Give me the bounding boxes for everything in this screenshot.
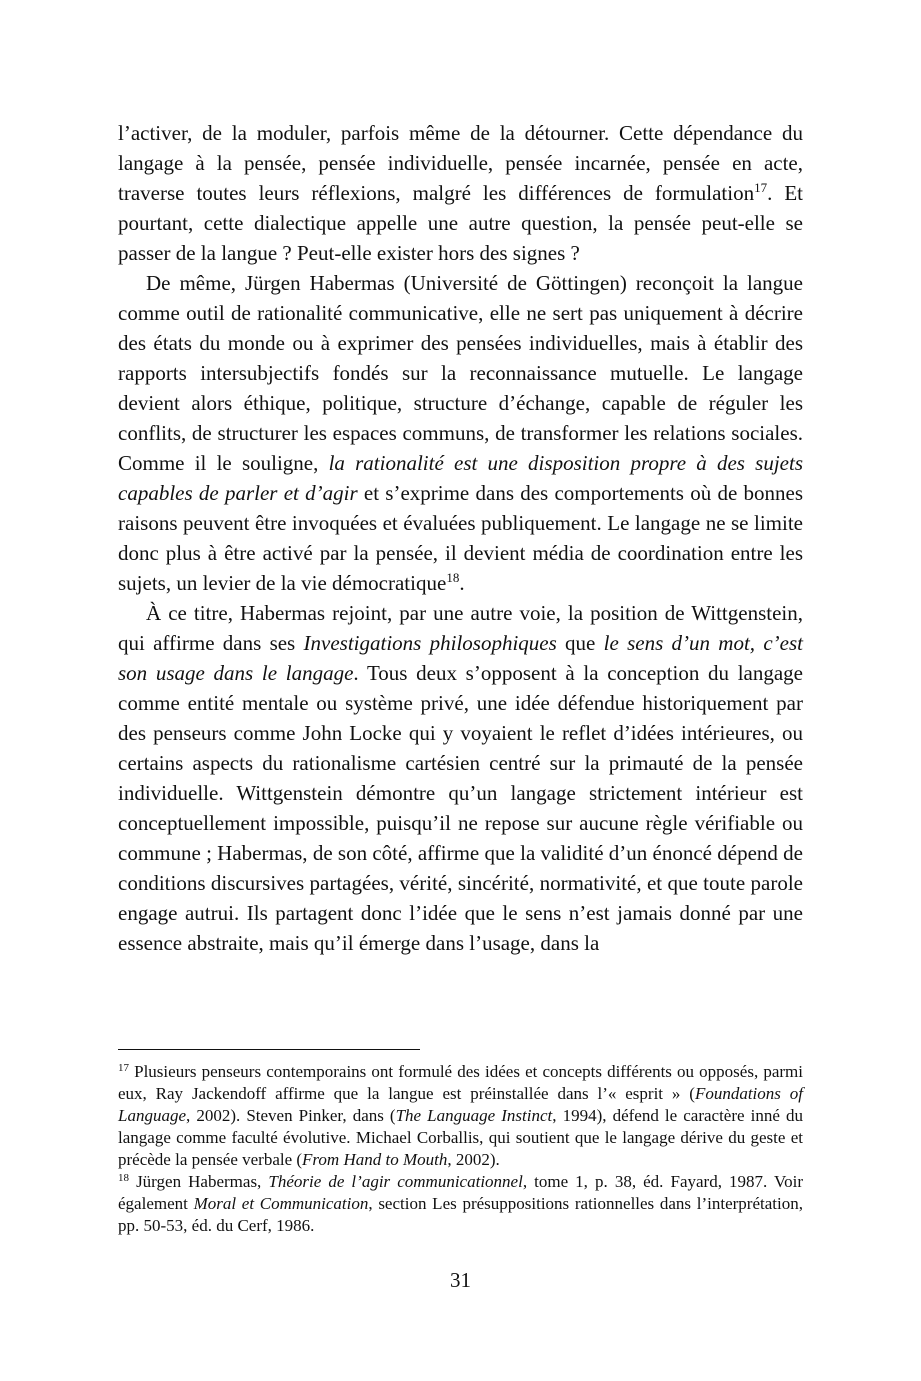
work-title: Investigations philosophiques [303,631,557,655]
paragraph: l’activer, de la moduler, parfois même de la détourner. Cette dépendance du langage à la pensée, pensée individuelle, pensée incarnée, pensée en acte, traverse toutes leurs réflexions, malgré les différences de formulation$^{17}$. Et pourtant, cette dialectique appelle une autre question, la pensée peut-elle se passer de la langue ? Peut-elle exister hors des signes ? [118,121,803,265]
page-number: 31 [450,1268,471,1292]
work-title: The Language Instinct [395,1106,553,1125]
footnote-separator [118,1049,420,1050]
work-title: From Hand to Mouth [302,1150,448,1169]
paragraph: À ce titre, Habermas rejoint, par une autre voie, la position de Wittgenstein, qui affirme dans ses Investigations philosophiques que le sens d’un mot, c’est son usage dans le langage. Tous deux s’opposent à la conception du langage comme entité mentale ou système privé, une idée défendue historiquement par des penseurs comme John Locke qui y voyaient le reflet d’idées intérieures, ou certains aspects du rationalisme cartésien centré sur la primauté de la pensée individuelle. Wittgenstein démontre qu’un langage strictement intérieur est conceptuellement impossible, puisqu’il ne repose sur aucune règle vérifiable ou commune ; Habermas, de son côté, affirme que la validité d’un énoncé dépend de conditions discursives partagées, vérité, sincérité, normativité, et que toute parole engage autrui. Ils partagent donc l’idée que le sens n’est jamais donné par une essence abstraite, mais qu’il émerge dans l’usage, dans la [118,601,803,955]
work-title: Théorie de l’agir communicationnel [268,1172,523,1191]
work-title: Moral et Communication [193,1194,369,1213]
footnote-17: $^{17}$ Plusieurs penseurs contemporains ont formulé des idées et concepts différents ou opposés, parmi eux, Ray Jackendoff affirme que la langue est préinstallée dans l’« esprit » (Foundations of Language, 2002). Steven Pinker, dans (The Language Instinct, 1994), défend le caractère inné du langage comme faculté évolutive. Michael Corballis, qui soutient que le langage dérive du geste et précède la pensée verbale (From Hand to Mouth, 2002). [118,1062,804,1169]
footnote-18: $^{18}$ Jürgen Habermas, Théorie de l’agir communicationnel, tome 1, p. 38, éd. Fayard, 1987. Voir également Moral et Communication, section Les présuppositions rationnelles dans l’interprétation, pp. 50-53, éd. du Cerf, 1986. [118,1172,803,1235]
quote-italic: le sens d’un mot, c’est son usage dans le langage [118,631,803,685]
footnote-ref-18[interactable]: 18 [446,570,460,585]
work-title: Foundations of Language [118,1084,804,1125]
footnote-number: 17 [118,1062,129,1074]
main-text [118,118,803,958]
footnote-number: 18 [118,1172,129,1184]
quote-italic: la rationalité est une disposition propre à des sujets capables de parler et d’agir [118,451,804,505]
footnotes [118,1061,803,1237]
footnote-ref-17[interactable]: 17 [754,180,768,195]
paragraph: De même, Jürgen Habermas (Université de Göttingen) reconçoit la langue comme outil de rationalité communicative, elle ne sert pas uniquement à décrire des états du monde ou à exprimer des pensées individuelles, mais à établir des rapports intersubjectifs fondés sur la reconnaissance mutuelle. Le langage devient alors éthique, politique, structure d’échange, capable de réguler les conflits, de structurer les espaces communs, de transformer les relations sociales. Comme il le souligne, la rationalité est une disposition propre à des sujets capables de parler et d’agir et s’exprime dans des comportements où de bonnes raisons peuvent être invoquées et évaluées publiquement. Le langage ne se limite donc plus à être activé par la pensée, il devient média de coordination entre les sujets, un levier de la vie démocratique$^{18}$. [118,271,804,595]
